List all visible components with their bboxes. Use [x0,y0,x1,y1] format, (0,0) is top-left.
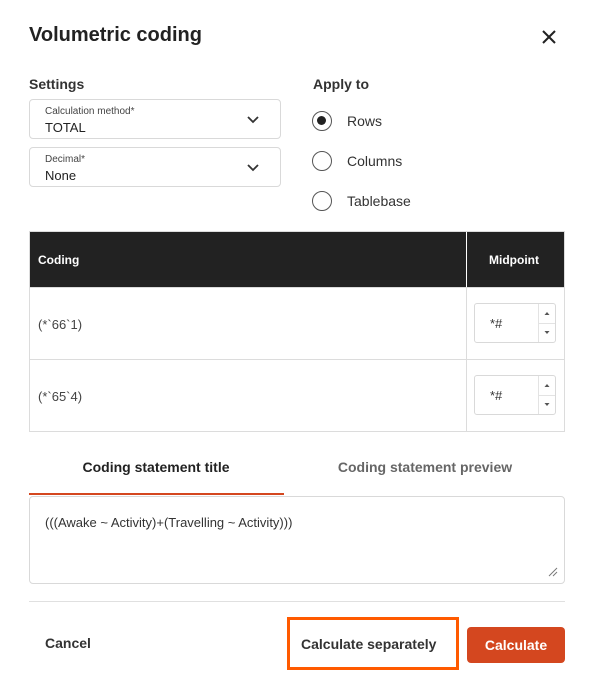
caret-up-icon [539,304,555,323]
midpoint-stepper[interactable] [474,375,556,415]
calculation-method-select[interactable] [29,99,281,139]
tab-label: Coding statement title [82,459,230,475]
table-row [30,359,564,431]
radio-rows-label: Rows [347,113,383,129]
coding-statement-textarea[interactable] [29,496,565,584]
column-divider [466,360,467,431]
calculate-separately-button[interactable] [287,617,459,670]
radio-button[interactable] [312,151,332,171]
calculate-label: Calculate [484,637,548,653]
calculate-separately-label: Calculate separately [301,636,437,652]
close-icon [536,24,562,50]
tab-coding-statement-title[interactable] [29,450,283,495]
column-divider [466,288,467,359]
resize-grip-icon[interactable] [548,567,558,577]
tab-coding-statement-preview[interactable] [298,450,552,495]
stepper-up-button[interactable] [539,304,555,324]
midpoint-stepper[interactable] [474,303,556,343]
caret-down-icon [539,323,555,342]
chevron-down-icon [246,161,260,175]
caret-up-icon [539,376,555,395]
radio-tablebase-label: Tablebase [347,193,411,209]
active-tab-indicator [29,493,284,495]
apply-to-label: Apply to [313,76,369,92]
radio-columns-label: Columns [347,153,403,169]
midpoint-value: *# [490,316,503,331]
decimal-value: None [45,168,77,183]
table-row [30,287,564,359]
calculation-method-label: Calculation method* [45,106,135,117]
stepper-arrows [538,376,555,414]
radio-button-checked[interactable] [312,111,332,131]
calculate-button[interactable] [467,627,565,663]
radio-button[interactable] [312,191,332,211]
decimal-select[interactable] [29,147,281,187]
calculation-method-value: TOTAL [45,120,86,135]
header-divider [466,232,467,287]
stepper-up-button[interactable] [539,376,555,396]
coding-column-header: Coding [38,253,80,267]
coding-cell: (*`66`1) [38,317,83,332]
coding-cell: (*`65`4) [38,389,83,404]
coding-table [29,231,565,432]
settings-label: Settings [29,76,85,92]
caret-down-icon [539,395,555,414]
stepper-down-button[interactable] [539,395,555,414]
cancel-button[interactable]: Cancel [45,635,91,651]
chevron-down-icon [246,113,260,127]
footer-divider [29,601,565,602]
midpoint-column-header: Midpoint [489,253,539,267]
close-button[interactable] [536,24,562,50]
stepper-down-button[interactable] [539,323,555,342]
midpoint-value: *# [490,388,503,403]
dialog-title: Volumetric coding [29,24,202,46]
tab-label: Coding statement preview [337,459,513,475]
coding-statement-text: (((Awake ~ Activity)+(Travelling ~ Activity))) [45,515,293,530]
stepper-arrows [538,304,555,342]
decimal-label: Decimal* [45,154,86,165]
table-header [30,232,564,287]
